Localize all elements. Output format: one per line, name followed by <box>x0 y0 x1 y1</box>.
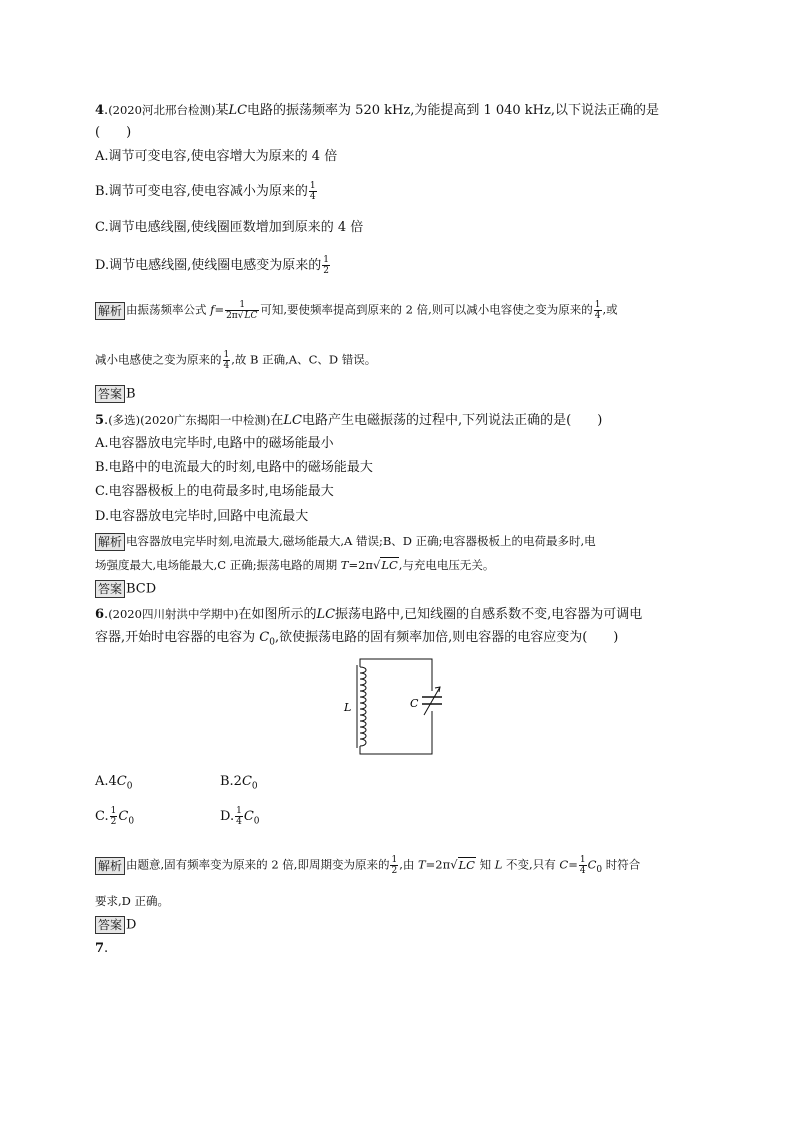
q4-option-d: D.调节电感线圈,使线圈电感变为原来的 $\frac{1}{2}$ <box>95 255 329 276</box>
jiexi-tag: 解析 <box>95 857 125 875</box>
q6-option-b: $B.2C_0$ <box>220 774 258 792</box>
lc-circuit-diagram <box>340 655 450 760</box>
daan-tag: 答案 <box>95 916 125 934</box>
q5-option-c: C.电容器极板上的电荷最多时,电场能最大 <box>95 484 334 499</box>
q4-answer: 答案 B <box>95 385 136 404</box>
q6-stem-line1: 6.(2020四川射洪中学期中)在如图所示的LC振荡电路中,已知线圈的自感系数不变,电容器为可调电 <box>95 607 643 622</box>
q4-option-a: A.调节可变电容,使电容增大为原来的 4 倍 <box>95 149 338 164</box>
q6-stem-line2: 容器,开始时电容器的电容为 $C_0$,欲使振荡电路的固有频率加倍,则电容器的电容应变为( ) <box>95 630 619 648</box>
q6-explanation-line1: 解析 由题意,固有频率变为原来的 2 倍,即周期变为原来的 $\frac{1}{2}$ ,由 T=2π√LC 知 L 不变,只有 C= $\frac{1}{4}$ $C_0$ 时符合 <box>95 855 640 879</box>
q5-option-d: D.电容器放电完毕时,回路中电流最大 <box>95 509 309 524</box>
q5-stem: 5.(多选)(2020广东揭阳一中检测)在LC电路产生电磁振荡的过程中,下列说法正确的是( ) <box>95 413 603 428</box>
q4-explanation-line1: 解析 由振荡频率公式 f= $\frac{1}{2\pi√LC}$ 可知,要使频率提高到原来的 2 倍,则可以减小电容使之变为原来的 $\frac{1}{4}$ ,或 <box>95 300 618 321</box>
daan-tag: 答案 <box>95 385 125 403</box>
daan-tag: 答案 <box>95 580 125 598</box>
jiexi-tag: 解析 <box>95 302 125 320</box>
q4-explanation-line2: 减小电感使之变为原来的 $\frac{1}{4}$ ,故 B 正确,A、C、D 错误。 <box>95 350 377 371</box>
capacitor-label: C <box>410 697 419 710</box>
q6-option-c: C. $\frac{1}{2}$ $C_0$ <box>95 806 135 827</box>
q4-option-b: B.调节可变电容,使电容减小为原来的 $\frac{1}{4}$ <box>95 181 316 202</box>
inductor-label: L <box>344 701 352 714</box>
q5-option-b: B.电路中的电流最大的时刻,电路中的磁场能最大 <box>95 460 373 475</box>
q5-option-a: A.电容器放电完毕时,电路中的磁场能最小 <box>95 436 334 451</box>
q5-answer: 答案 BCD <box>95 580 156 599</box>
jiexi-tag: 解析 <box>95 533 125 551</box>
q6-option-a: $A.4C_0$ <box>95 774 133 792</box>
q5-explanation-line2: 场强度最大,电场能最大,C 正确;振荡电路的周期 T=2π√LC,与充电电压无关。 <box>95 558 495 572</box>
q6-option-d: D. $\frac{1}{4}$ $C_0$ <box>220 806 260 827</box>
q4-answer-paren: ( ) <box>95 125 132 140</box>
q4-option-c: C.调节电感线圈,使线圈匝数增加到原来的 4 倍 <box>95 220 364 235</box>
q4-stem: 4.(2020河北邢台检测)某LC电路的振荡频率为 520 kHz,为能提高到 1 040 kHz,以下说法正确的是 <box>95 103 659 118</box>
q5-explanation-line1: 解析 电容器放电完毕时刻,电流最大,磁场能最大,A 错误;B、D 正确;电容器极板上的电荷最多时,电 <box>95 532 596 551</box>
q6-explanation-line2: 要求,D 正确。 <box>95 894 170 908</box>
q6-answer: 答案 D <box>95 916 136 935</box>
q7-number: 7. <box>95 941 109 956</box>
